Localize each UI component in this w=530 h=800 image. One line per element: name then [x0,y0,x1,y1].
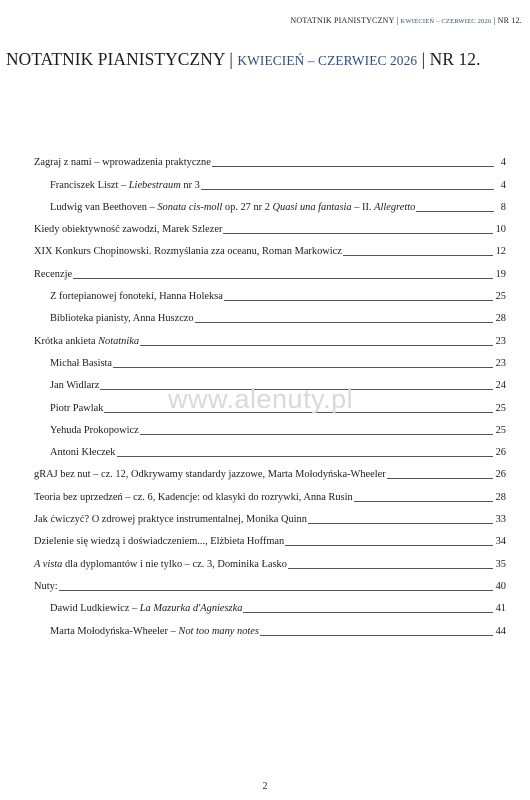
toc-leader-line [387,478,493,479]
toc-entry-title [34,157,211,170]
toc-title-part: XIX Konkurs Chopinowski. Rozmyślania zza oceanu, Roman Markowicz [34,246,342,258]
toc-entry-title [50,291,223,304]
toc-entry-title [50,425,139,438]
toc-subentry [34,349,506,371]
toc-title-part: Dzielenie się wiedzą i doświadczeniem..., Elżbieta Hoffman [34,536,285,548]
toc-page-number: 40 [495,580,506,592]
running-head [290,16,522,25]
toc-entry-title [50,380,99,393]
toc-entry-title [50,447,116,460]
toc-leader-line [288,568,493,569]
toc-title-part: Yehuda Prokopowicz [50,424,139,436]
toc-leader-line [117,456,493,457]
toc-leader-line [343,255,493,256]
toc-leader-line [195,322,493,323]
toc-entry [34,505,506,527]
toc-page-number: 23 [495,357,506,369]
toc-page-number: 10 [495,224,506,236]
toc-entry-title [34,514,307,527]
toc-leader-line [140,345,493,346]
toc-entry-title [50,202,415,215]
toc-leader-line [224,300,493,301]
toc-subentry [34,438,506,460]
toc-entry [34,549,506,571]
toc-subentry [34,193,506,215]
toc-title-italic-part: La Mazurka d'Agnieszka [139,603,243,615]
toc-title-italic-part: Notatnika [98,335,140,347]
toc-entry-title [50,603,242,616]
toc-title-part: op. 27 nr 2 [222,201,273,213]
toc-leader-line [113,367,493,368]
toc-subentry [34,594,506,616]
toc-page-number: 12 [495,246,506,258]
toc-page-number: 23 [495,335,506,347]
toc-page-number: 25 [495,402,506,414]
masthead [6,49,524,70]
toc-entry-title [34,581,58,594]
running-head-dates: KWIECIEŃ – CZERWIEC 2026 [400,18,492,25]
toc-page-number: 25 [495,424,506,436]
running-head-title: NOTATNIK PIANISTYCZNY [290,16,395,25]
toc-entry-title [34,224,222,237]
toc-title-part: Teoria bez uprzedzeń – cz. 6, Kadencje: od klasyki do rozrywki, Anna Rusin [34,491,353,503]
toc-title-italic-part: Liebestraum [128,179,181,191]
toc-title-part: Recenzje [34,268,73,280]
toc-leader-line [59,590,493,591]
running-head-separator: | [491,16,498,25]
toc-entry-title [50,313,194,326]
toc-page-number: 24 [495,380,506,392]
toc-page-number: 25 [495,291,506,303]
toc-subentry [34,304,506,326]
toc-entry [34,326,506,348]
toc-title-part: gRAJ bez nut – cz. 12, Odkrywamy standardy jazzowe, Marta Mołodyńska-Wheeler [34,469,386,481]
toc-leader-line [223,233,492,234]
toc-leader-line [308,523,493,524]
toc-title-part: Ludwig van Beethoven – [50,201,158,213]
page-number: 2 [262,781,268,792]
toc-title-part: – II. [351,201,375,213]
toc-title-part: nr 3 [180,179,200,191]
toc-title-part: Z fortepianowej fonoteki, Hanna Holeksa [50,291,223,303]
toc-subentry [34,416,506,438]
toc-title-part: Franciszek Liszt – [50,179,129,191]
toc-page-number: 26 [495,469,506,481]
toc-page-number: 28 [495,491,506,503]
toc-entry [34,237,506,259]
toc-entry-title [50,358,112,371]
toc-entry-title [50,180,200,193]
toc-entry-title [34,246,342,259]
toc-title-italic-part: Not too many notes [178,625,259,637]
toc-leader-line [354,501,493,502]
toc-title-part: Dawid Ludkiewicz – [50,603,140,615]
toc-title-italic-part: Quasi una fantasia [272,201,352,213]
toc-title-part: Kiedy obiektywność zawodzi, Marek Szlezer [34,224,223,236]
toc-title-italic-part: A vista [34,558,63,570]
toc-title-part: dla dyplomantów i nie tylko – cz. 3, Dominika Łasko [62,558,287,570]
toc-leader-line [285,545,492,546]
toc-title-part: Antoni Kłeczek [50,447,116,459]
masthead-dates: KWIECIEŃ – CZERWIEC 2026 [237,53,418,68]
toc-entry [34,527,506,549]
toc-entry-title [34,492,353,505]
toc-leader-line [243,612,492,613]
masthead-separator: | [417,49,430,69]
toc-title-part: Piotr Pawlak [50,402,104,414]
toc-title-part: Zagraj z nami – wprowadzenia praktyczne [34,157,211,169]
toc-leader-line [260,635,493,636]
toc-page-number: 33 [495,514,506,526]
toc-entry-title [34,269,72,282]
toc-title-part: Marta Mołodyńska-Wheeler – [50,625,179,637]
toc-leader-line [73,278,493,279]
toc-leader-line [201,189,494,190]
toc-title-part: Jak ćwiczyć? O zdrowej praktyce instrumentalnej, Monika Quinn [34,514,307,526]
toc-page-number: 26 [495,447,506,459]
toc-entry [34,215,506,237]
toc-entry-title [50,626,259,639]
toc-title-italic-part: Sonata cis-moll [157,201,223,213]
toc-page-number: 4 [500,179,506,191]
toc-page-number: 35 [495,558,506,570]
toc-entry [34,482,506,504]
toc-title-part: Michał Basista [50,357,113,369]
toc-page-number: 44 [495,625,506,637]
running-head-separator: | [394,16,401,25]
toc-title-part: Jan Widlarz [50,380,100,392]
toc-page-number: 28 [495,313,506,325]
toc-page-number: 8 [500,201,506,213]
toc-entry [34,259,506,281]
running-head-issue: NR 12. [497,16,522,25]
watermark: www.alenuty.pl [168,384,354,414]
toc-entry-title [34,469,386,482]
toc-page-number: 4 [500,157,506,169]
toc-title-part: Nuty: [34,580,58,592]
toc-entry [34,572,506,594]
toc-entry-title [34,336,139,349]
toc-title-part: Krótka ankieta [34,335,99,347]
toc-entry [34,148,506,170]
toc-leader-line [140,434,493,435]
masthead-issue: NR 12. [429,49,481,69]
masthead-title: NOTATNIK PIANISTYCZNY [6,49,225,69]
toc-subentry [34,170,506,192]
toc-title-part: Biblioteka pianisty, Anna Huszczo [50,313,194,325]
masthead-separator: | [224,49,238,69]
toc-title-italic-part: Allegretto [374,201,416,213]
toc-subentry [34,282,506,304]
toc-entry [34,460,506,482]
toc-entry-title [34,559,287,572]
toc-leader-line [416,211,494,212]
toc-page-number: 19 [495,268,506,280]
toc-page-number: 34 [495,536,506,548]
toc-leader-line [212,166,494,167]
toc-entry-title [50,403,103,416]
toc-subentry [34,616,506,638]
toc-entry-title [34,536,284,549]
toc-page-number: 41 [495,603,506,615]
